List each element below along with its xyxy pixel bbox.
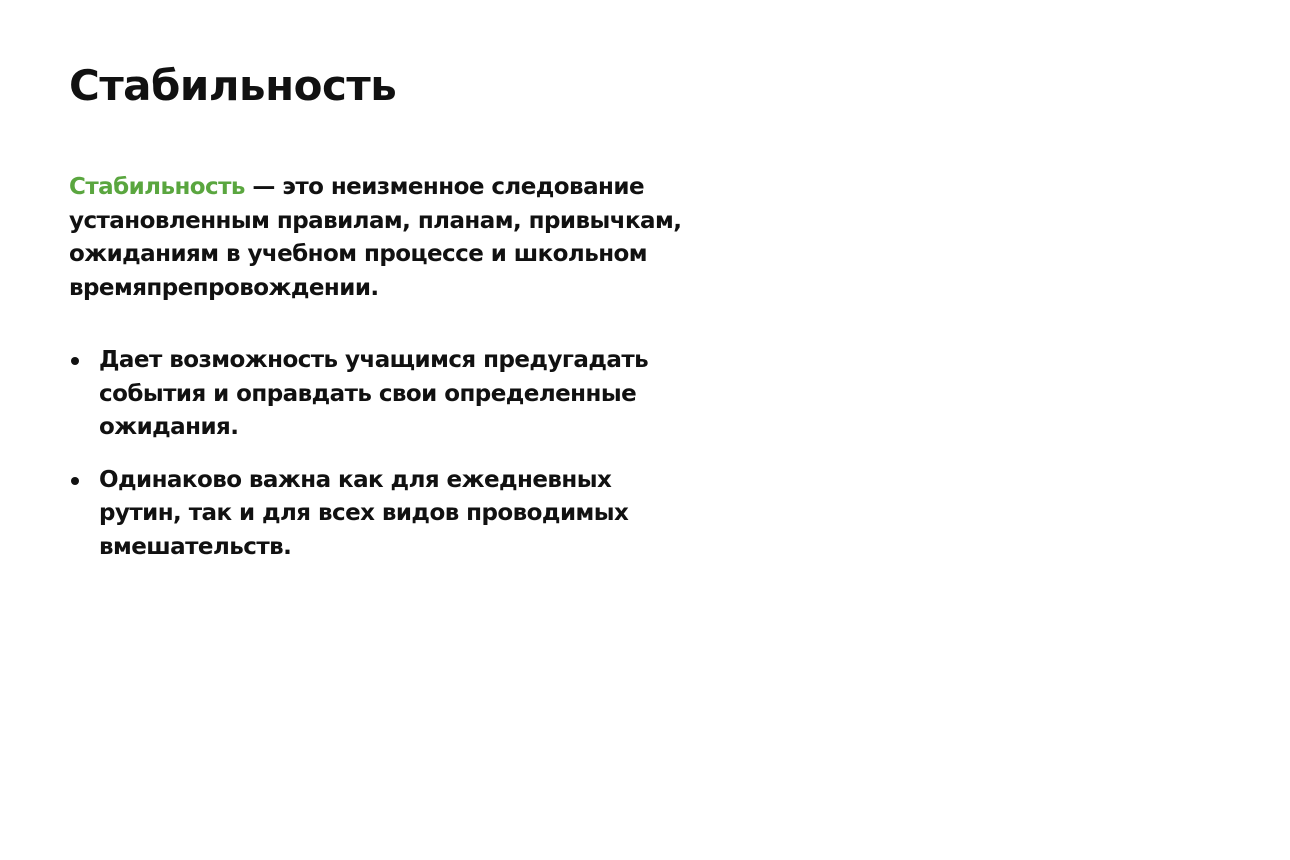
bullet-dot-icon bbox=[71, 357, 79, 365]
definition-term: Стабильность bbox=[69, 174, 245, 200]
bullet-dot-icon bbox=[71, 477, 79, 485]
definition-paragraph bbox=[69, 171, 719, 305]
bullet-item bbox=[69, 344, 689, 445]
bullet-list bbox=[69, 344, 689, 583]
definition-text: — это неизменное следование установленным правилам, планам, привычкам, ожиданиям в учебном процессе и школьном времяпрепровождении. bbox=[69, 174, 682, 301]
slide-title: Стабильность bbox=[69, 61, 397, 110]
bullet-text: Одинаково важна как для ежедневных рутин, так и для всех видов проводимых вмешательств. bbox=[99, 466, 629, 560]
bullet-item bbox=[69, 464, 689, 565]
bullet-text: Дает возможность учащимся предугадать события и оправдать свои определенные ожидания. bbox=[99, 347, 649, 440]
